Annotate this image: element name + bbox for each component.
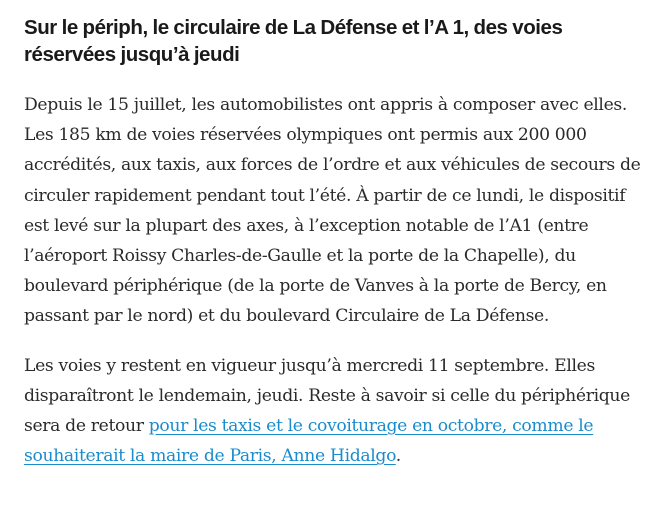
article-section (24, 14, 644, 471)
paragraph-2-end: . (395, 446, 401, 467)
taxi-covoiturage-link[interactable]: pour les taxis et le covoiturage en octobre, comme le souhaiterait la maire de Paris, Anne Hidalgo (24, 416, 594, 467)
article-paragraph-2 (24, 351, 644, 472)
article-paragraph-1: Depuis le 15 juillet, les automobilistes ont appris à composer avec elles. Les 185 km de voies réservées olympiques ont permis aux 200 000 accrédités, aux taxis, aux forces de l’ordre et aux véhicules de secours de circuler rapidement pendant tout l’été. À partir de ce lundi, le dispositif est levé sur la plupart des axes, à l’exception notable de l’A1 (entre l’aéroport Roissy Charles-de-Gaulle et la porte de la Chapelle), du boulevard périphérique (de la porte de Vanves à la porte de Bercy, en passant par le nord) et du boulevard Circulaire de La Défense. (24, 95, 641, 327)
paragraph-2-text: Les voies y restent en vigueur jusqu’à mercredi 11 septembre. Elles disparaîtront le lendemain, jeudi. Reste à savoir si celle du périphérique sera de retour (24, 355, 630, 437)
section-headline: Sur le périph, le circulaire de La Défense et l’A 1, des voies réservées jusqu’à jeudi (24, 16, 563, 66)
